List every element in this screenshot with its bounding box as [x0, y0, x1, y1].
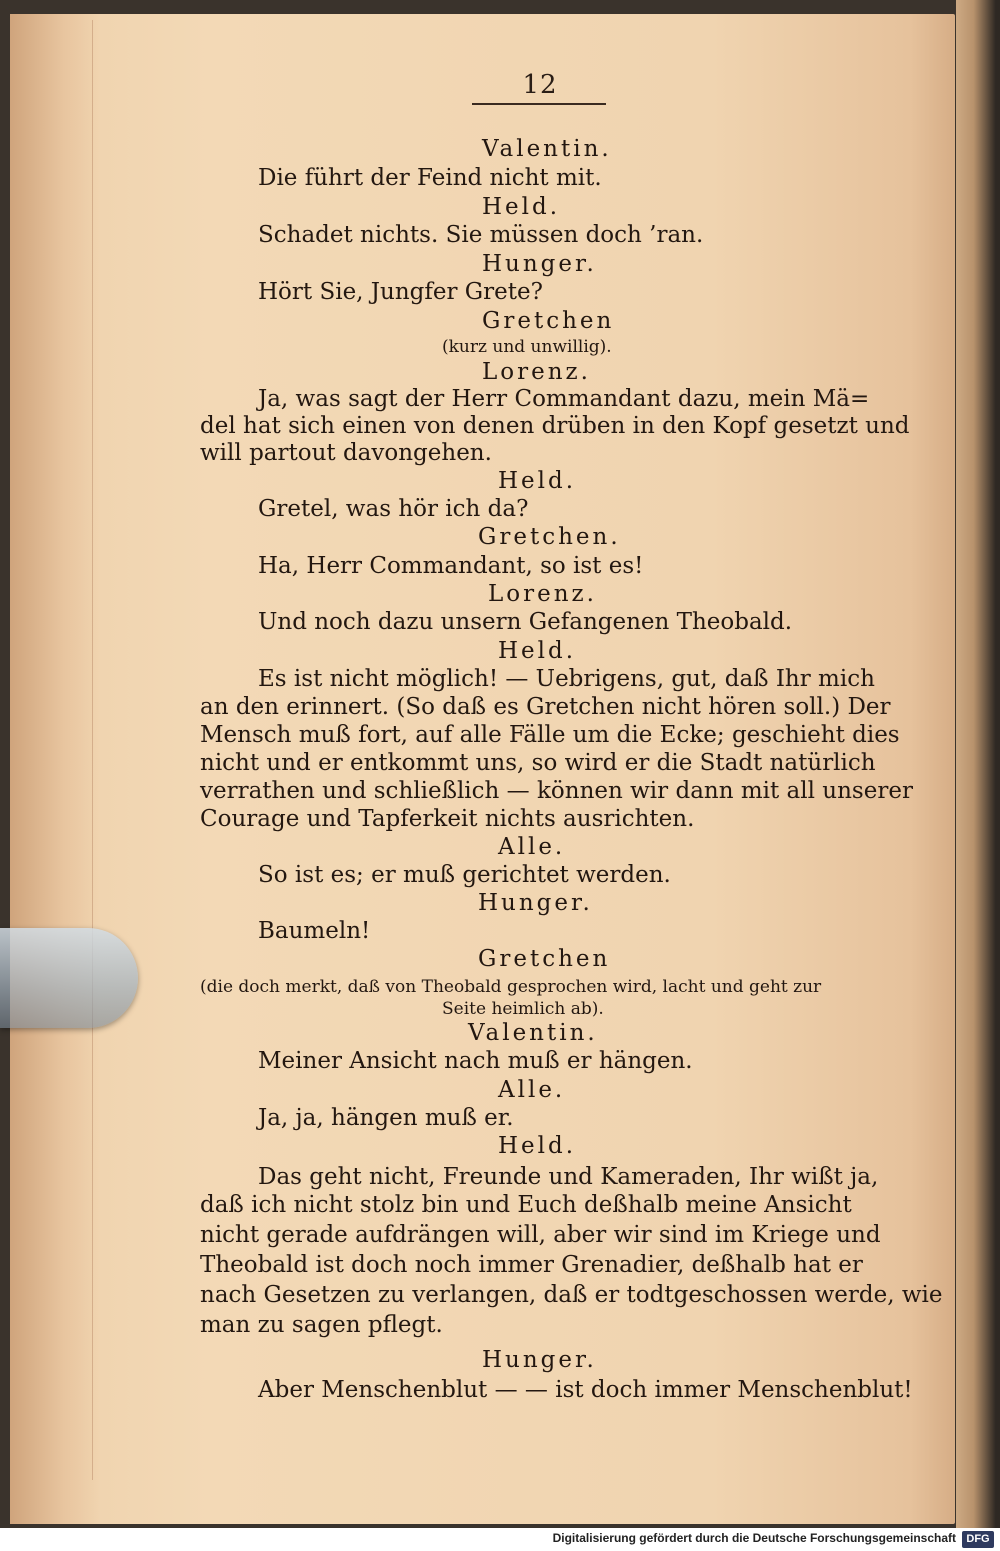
speaker-name: Held.	[498, 468, 577, 494]
speaker-name: Alle.	[498, 834, 566, 860]
footer-credit: Digitalisierung gefördert durch die Deutsche Forschungsgemeinschaft	[552, 1531, 956, 1545]
text-line: verrathen und schließlich — können wir dann mit all unserer	[200, 778, 913, 804]
text-line: Ja, ja, hängen muß er.	[258, 1105, 514, 1131]
text-line: del hat sich einen von denen drüben in den Kopf gesetzt und	[200, 413, 910, 439]
stage-direction: (die doch merkt, daß von Theobald gesprochen wird, lacht und geht zur	[200, 977, 822, 997]
footer-bar	[0, 1528, 1000, 1551]
page-number: 12	[522, 70, 558, 100]
page-turn-handle[interactable]	[0, 928, 138, 1028]
speaker-name: Held.	[498, 638, 577, 664]
text-line: Und noch dazu unsern Gefangenen Theobald.	[258, 609, 793, 635]
text-line: Gretel, was hör ich da?	[258, 496, 529, 522]
text-line: Meiner Ansicht nach muß er hängen.	[258, 1048, 693, 1074]
stage-direction: (kurz und unwillig).	[442, 337, 612, 357]
speaker-name: Hunger.	[478, 890, 593, 916]
speaker-name: Valentin.	[468, 1020, 598, 1046]
text-line: will partout davongehen.	[200, 440, 492, 466]
text-line: Das geht nicht, Freunde und Kameraden, Ihr wißt ja,	[258, 1164, 879, 1190]
page-gutter-shadow	[10, 14, 100, 1524]
speaker-name: Valentin.	[482, 136, 612, 162]
text-line: Baumeln!	[258, 918, 371, 944]
speaker-name: Lorenz.	[482, 359, 591, 385]
book-edge-right	[956, 0, 1000, 1528]
text-line: Courage und Tapferkeit nichts ausrichten.	[200, 806, 695, 832]
text-line: Es ist nicht möglich! — Uebrigens, gut, daß Ihr mich	[258, 666, 875, 692]
stage-direction: Seite heimlich ab).	[442, 999, 604, 1019]
speaker-name: Hunger.	[482, 1347, 597, 1373]
text-line: Ja, was sagt der Herr Commandant dazu, mein Mä=	[258, 386, 870, 412]
speaker-name: Gretchen	[478, 946, 611, 972]
speaker-name: Gretchen.	[478, 524, 621, 550]
speaker-name: Held.	[482, 194, 561, 220]
text-line: man zu sagen pflegt.	[200, 1312, 443, 1338]
text-line: Mensch muß fort, auf alle Fälle um die Ecke; geschieht dies	[200, 722, 900, 748]
text-line: nicht und er entkommt uns, so wird er die Stadt natürlich	[200, 750, 876, 776]
text-line: Aber Menschenblut — — ist doch immer Menschenblut!	[258, 1377, 913, 1403]
text-line: Ha, Herr Commandant, so ist es!	[258, 553, 644, 579]
text-line: Hört Sie, Jungfer Grete?	[258, 279, 543, 305]
text-line: an den erinnert. (So daß es Gretchen nicht hören soll.) Der	[200, 694, 891, 720]
text-line: Schadet nichts. Sie müssen doch ’ran.	[258, 222, 704, 248]
dfg-logo: DFG	[962, 1531, 994, 1548]
text-line: daß ich nicht stolz bin und Euch deßhalb meine Ansicht	[200, 1192, 852, 1218]
text-line: Die führt der Feind nicht mit.	[258, 165, 602, 191]
text-line: nicht gerade aufdrängen will, aber wir sind im Kriege und	[200, 1222, 881, 1248]
page-fold-line	[92, 20, 93, 1480]
speaker-name: Gretchen	[482, 308, 615, 334]
text-line: Theobald ist doch noch immer Grenadier, deßhalb hat er	[200, 1252, 863, 1278]
speaker-name: Held.	[498, 1133, 577, 1159]
text-line: nach Gesetzen zu verlangen, daß er todtgeschossen werde, wie	[200, 1282, 943, 1308]
speaker-name: Alle.	[498, 1077, 566, 1103]
speaker-name: Hunger.	[482, 251, 597, 277]
header-rule	[472, 103, 606, 105]
text-line: So ist es; er muß gerichtet werden.	[258, 862, 671, 888]
speaker-name: Lorenz.	[488, 581, 597, 607]
